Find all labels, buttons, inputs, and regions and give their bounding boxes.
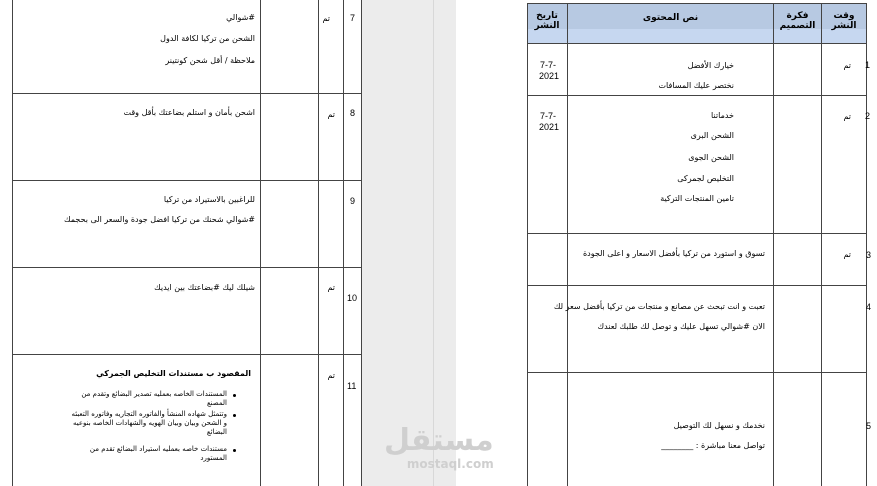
row-number: 5	[866, 421, 872, 431]
row-status: تم	[843, 61, 851, 70]
row-number: 11	[347, 381, 357, 391]
column-divider	[821, 3, 822, 486]
column-divider	[567, 3, 568, 486]
row-divider	[527, 95, 867, 96]
row-number: 7	[350, 13, 356, 23]
content-line: للراغبين بالاستيراد من تركيا	[163, 195, 255, 204]
content-line: تعبت و انت تبحث عن مصانع و منتجات من تركيا بأفضل سعر لك	[553, 302, 765, 311]
content-line: تواصل معنا مباشرة : ________	[661, 441, 765, 450]
header-subcell	[527, 29, 567, 43]
page-gap-rule	[433, 0, 434, 486]
bullet-icon	[233, 394, 236, 397]
row-number: 3	[866, 250, 872, 260]
document-page-right	[456, 0, 877, 486]
bullet-line: مستندات خاصه بعمليه استيراد البضائع تقدم من	[89, 445, 227, 453]
column-divider	[343, 0, 344, 486]
bullet-line: المستندات الخاصه بعمليه تصدير البضائع وتقدم من	[81, 390, 227, 398]
content-line: ملاحظة / أقل شحن كونتينر	[165, 56, 255, 65]
column-divider	[318, 0, 319, 486]
row-status: تم	[327, 283, 335, 292]
row-date: 2021	[539, 71, 560, 81]
row-divider	[527, 233, 867, 234]
row-date: 2021	[539, 122, 560, 132]
column-divider	[527, 3, 528, 486]
row-status: تم	[327, 371, 335, 380]
header-date: تاريخ النشر	[534, 11, 560, 31]
row-date: 7-7-	[540, 60, 557, 70]
content-line: نختصر عليك المسافات	[658, 81, 734, 90]
row-number: 4	[866, 302, 872, 312]
header-subcell	[774, 29, 821, 43]
content-title: المقصود ب مستندات التخليص الجمركي	[96, 369, 251, 378]
bullet-line: و الشحن وبيان وبيان الهويه والشهادات الخاصه بنوعيه	[72, 419, 227, 427]
content-line: الشحن البرى	[690, 131, 734, 140]
content-line: خدماتنا	[711, 111, 734, 120]
row-status: تم	[322, 14, 330, 23]
content-line: تسوق و استورد من تركيا بأفضل الاسعار و اعلى الجودة	[582, 249, 765, 258]
content-line: نخدمك و نسهل لك التوصيل	[673, 421, 765, 430]
row-status: تم	[843, 112, 851, 121]
row-divider	[12, 93, 362, 94]
row-number: 9	[350, 196, 356, 206]
bullet-icon	[233, 449, 236, 452]
row-divider	[12, 354, 362, 355]
header-time: وقت النشر	[831, 11, 857, 31]
content-line: #شوالي شحنك من تركيا افضل جودة والسعر الى بحجمك	[64, 215, 255, 224]
row-date: 7-7-	[540, 111, 557, 121]
row-number: 1	[865, 60, 871, 70]
column-divider	[12, 0, 13, 486]
row-number: 8	[350, 108, 356, 118]
header-subcell	[822, 29, 866, 43]
column-divider	[773, 3, 774, 486]
bullet-line: المستورد	[200, 454, 227, 462]
row-divider	[527, 285, 867, 286]
header-content: نص المحتوى	[642, 13, 699, 23]
content-line: التخليص لجمركى	[677, 174, 734, 183]
content-line: #شوالي	[226, 13, 255, 22]
row-divider	[527, 3, 867, 4]
watermark-logo: مستقل	[384, 423, 494, 458]
row-divider	[12, 267, 362, 268]
column-divider	[866, 3, 867, 486]
watermark-url: mostaql.com	[406, 457, 494, 471]
column-divider	[361, 0, 362, 486]
header-idea: فكرة التصميم	[779, 11, 816, 31]
row-status: تم	[327, 110, 335, 119]
column-divider	[260, 0, 261, 486]
row-number: 2	[865, 111, 871, 121]
row-status: تم	[843, 250, 851, 259]
bullet-line: المصنع	[206, 399, 227, 407]
row-divider	[527, 43, 867, 44]
watermark	[384, 425, 494, 471]
content-line: الشحن من تركيا لكافة الدول	[160, 34, 255, 43]
content-line: خيارك الأفضل	[687, 61, 734, 70]
bullet-line: البضائع	[206, 428, 227, 436]
row-divider	[12, 180, 362, 181]
row-number: 10	[347, 293, 358, 303]
bullet-icon	[233, 414, 236, 417]
row-divider	[527, 372, 867, 373]
content-line: تامين المنتجات التركية	[660, 194, 734, 203]
bullet-line: وتتمثل شهاده المنشأ والفاتوره التجاريه وفاتوره التعبئه	[71, 410, 227, 418]
content-line: الشحن الجوى	[688, 153, 734, 162]
header-subcell	[568, 29, 773, 43]
content-line: شيلك ليك #بضاعتك بين ايديك	[154, 283, 255, 292]
content-line: الان #شوالي تسهل عليك و توصل لك طلبك لعندك	[597, 322, 765, 331]
content-line: اشحن بأمان و استلم بضاعتك بأقل وقت	[123, 108, 255, 117]
document-page-left	[0, 0, 362, 486]
